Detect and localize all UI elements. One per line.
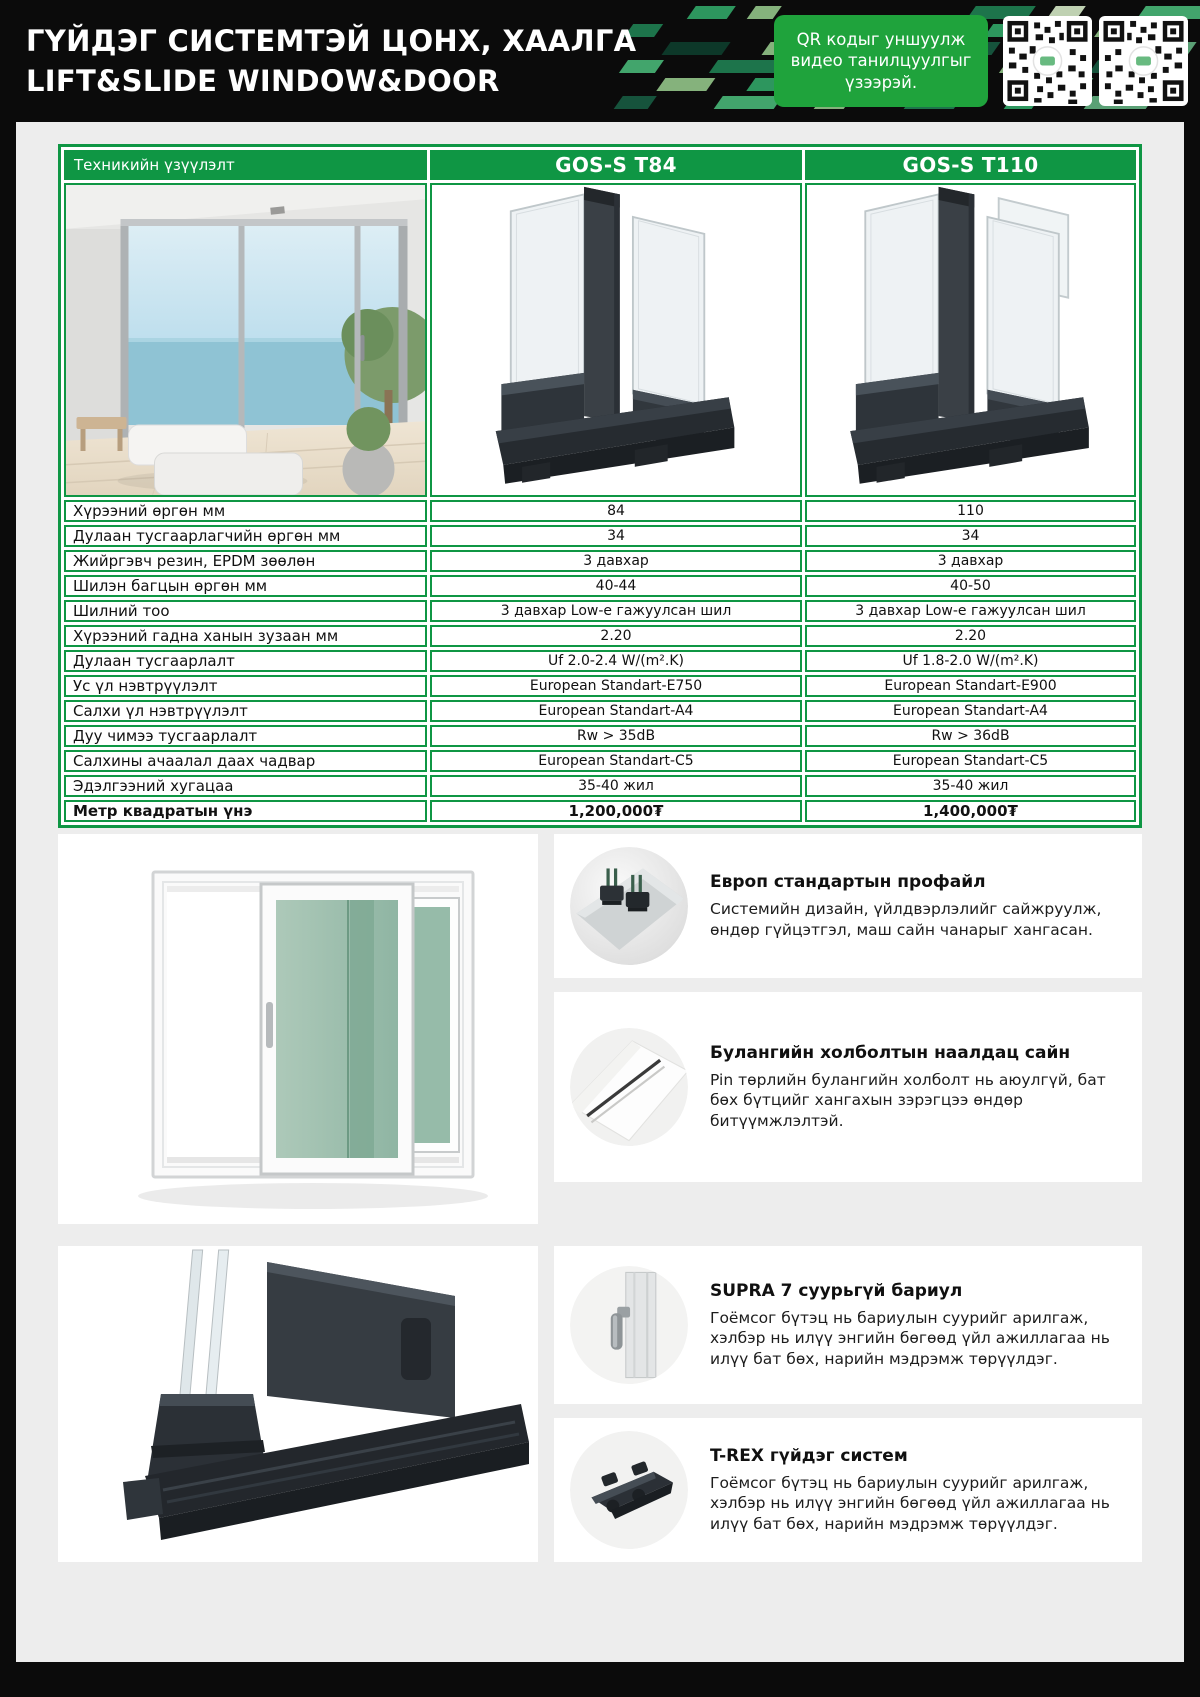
interior-photo-image [66,185,425,495]
qr-callout-banner: QR кодыг уншуулж видео танилцуулгыг үзээрэй. [774,15,988,106]
row-value-t110: 40-50 [805,575,1136,597]
table-row [64,625,1136,647]
profile-cross-section-thumb-image [570,847,688,965]
feature-title: SUPRA 7 суурьгүй бариул [710,1280,963,1301]
row-value-t110: 1,400,000₮ [805,800,1136,822]
row-label: Салхины ачаалал даах чадвар [64,750,427,772]
bottom-section [58,834,1142,1562]
row-value-t110: 34 [805,525,1136,547]
feature-card [554,834,1142,978]
bottom-track-profile-svg [58,1246,538,1562]
row-value-t84: European Standart-E750 [430,675,802,697]
spec-table [58,144,1142,828]
supra-handle-thumb-image [570,1266,688,1384]
feature-card [554,992,1142,1182]
qr-code-2-image [1099,16,1188,106]
row-value-t84: European Standart-A4 [430,700,802,722]
row-value-t84: 1,200,000₮ [430,800,802,822]
table-row [64,600,1136,622]
profile-t110-svg [807,185,1134,495]
page-title-line1: ГҮЙДЭГ СИСТЕМТЭЙ ЦОНХ, ХААЛГА [26,24,637,58]
row-label: Дулаан тусгаарлалт [64,650,427,672]
row-value-t84: 34 [430,525,802,547]
qr-code-2 [1099,16,1188,106]
model-header-t110: GOS-S T110 [805,150,1136,180]
feature-card [554,1418,1142,1562]
row-value-t110: 110 [805,500,1136,522]
row-label: Шилэн багцын өргөн мм [64,575,427,597]
row-value-t84: Uf 2.0-2.4 W/(m².K) [430,650,802,672]
profile-t84-image [430,183,802,497]
row-value-t110: European Standart-A4 [805,700,1136,722]
sliding-window-illustration [58,834,538,1224]
row-label: Эдэлгээний хугацаа [64,775,427,797]
interior-photo [64,183,427,497]
profile-cross-section-thumb [570,847,688,965]
row-value-t84: 35-40 жил [430,775,802,797]
table-row [64,750,1136,772]
spec-table-header-row [64,150,1136,180]
supra-handle-thumb [570,1266,688,1384]
row-value-t84: 84 [430,500,802,522]
corner-joint-thumb-image [570,1028,688,1146]
table-row [64,525,1136,547]
row-value-t110: 3 давхар Low-e гажуулсан шил [805,600,1136,622]
row-value-t84: 40-44 [430,575,802,597]
bottom-track-profile-image [58,1246,538,1562]
bottom-row-2 [58,1246,1142,1562]
sliding-window-svg [58,834,538,1224]
bottom-left-column-2 [58,1246,538,1562]
feature-body: Pin төрлийн булангийн холболт нь аюулгүй, бат бөх бүтцийг хангахын зэрэгцээ өндөр битүүмжлэлтэй. [710,1070,1106,1130]
table-row [64,550,1136,572]
row-label: Хүрээний гадна ханын зузаан мм [64,625,427,647]
bottom-row-1 [58,834,1142,1224]
bottom-left-column [58,834,538,1224]
row-value-t84: European Standart-C5 [430,750,802,772]
corner-joint-thumb [570,1028,688,1146]
row-label: Жийргэвч резин, EPDM зөөлөн [64,550,427,572]
row-value-t110: Rw > 36dB [805,725,1136,747]
page-title-line2: LIFT&SLIDE WINDOW&DOOR [26,64,500,98]
t-rex-roller-thumb [570,1431,688,1549]
spec-table-title: Техникийн үзүүлэлт [64,150,427,180]
bottom-right-column-1 [554,834,1142,1224]
row-value-t110: 3 давхар [805,550,1136,572]
header [0,0,1200,122]
row-value-t84: 2.20 [430,625,802,647]
content-area [16,122,1184,1662]
profile-t84-svg [432,185,800,495]
row-label: Салхи үл нэвтрүүлэлт [64,700,427,722]
row-value-t110: 35-40 жил [805,775,1136,797]
feature-card [554,1246,1142,1404]
table-row [64,650,1136,672]
price-row [64,800,1136,822]
feature-title: T-REX гүйдэг систем [710,1445,908,1466]
feature-text [710,1446,1124,1535]
table-row [64,675,1136,697]
table-row [64,725,1136,747]
feature-body: Гоёмсог бүтэц нь бариулын суурийг арилгаж, хэлбэр нь илүү энгийн бөгөөд үйл ажиллагаа нь илүү бат бөх, нарийн мэдрэмж төрүүлдэг. [710,1308,1110,1368]
table-row [64,775,1136,797]
row-value-t84: 3 давхар Low-e гажуулсан шил [430,600,802,622]
qr-code-1-image [1003,16,1092,106]
row-label: Дуу чимээ тусгаарлалт [64,725,427,747]
row-value-t84: 3 давхар [430,550,802,572]
row-value-t84: Rw > 35dB [430,725,802,747]
footer-bar [0,1662,1200,1697]
bottom-right-column-2 [554,1246,1142,1562]
table-row [64,575,1136,597]
feature-title: Европ стандартын профайл [710,871,986,892]
table-row [64,500,1136,522]
feature-text [710,872,1124,940]
feature-text [710,1281,1124,1370]
profile-t110-image [805,183,1136,497]
feature-body: Системийн дизайн, үйлдвэрлэлийг сайжруулж, өндөр гүйцэтгэл, маш сайн чанарыг хангасан. [710,899,1102,939]
model-header-t84: GOS-S T84 [430,150,802,180]
row-label: Хүрээний өргөн мм [64,500,427,522]
feature-text [710,1043,1124,1132]
row-value-t110: 2.20 [805,625,1136,647]
row-value-t110: European Standart-E900 [805,675,1136,697]
t-rex-roller-thumb-image [570,1431,688,1549]
product-image-row [64,183,1136,497]
row-value-t110: European Standart-C5 [805,750,1136,772]
row-value-t110: Uf 1.8-2.0 W/(m².K) [805,650,1136,672]
row-label: Шилний тоо [64,600,427,622]
page-title [0,21,774,101]
table-row [64,700,1136,722]
feature-title: Булангийн холболтын наалдац сайн [710,1042,1071,1063]
row-label: Ус үл нэвтрүүлэлт [64,675,427,697]
row-label: Дулаан тусгаарлагчийн өргөн мм [64,525,427,547]
qr-code-1 [1003,16,1092,106]
feature-body: Гоёмсог бүтэц нь бариулын суурийг арилгаж, хэлбэр нь илүү энгийн бөгөөд үйл ажиллагаа нь илүү бат бөх, нарийн мэдрэмж төрүүлдэг. [710,1473,1110,1533]
row-label: Метр квадратын үнэ [64,800,427,822]
